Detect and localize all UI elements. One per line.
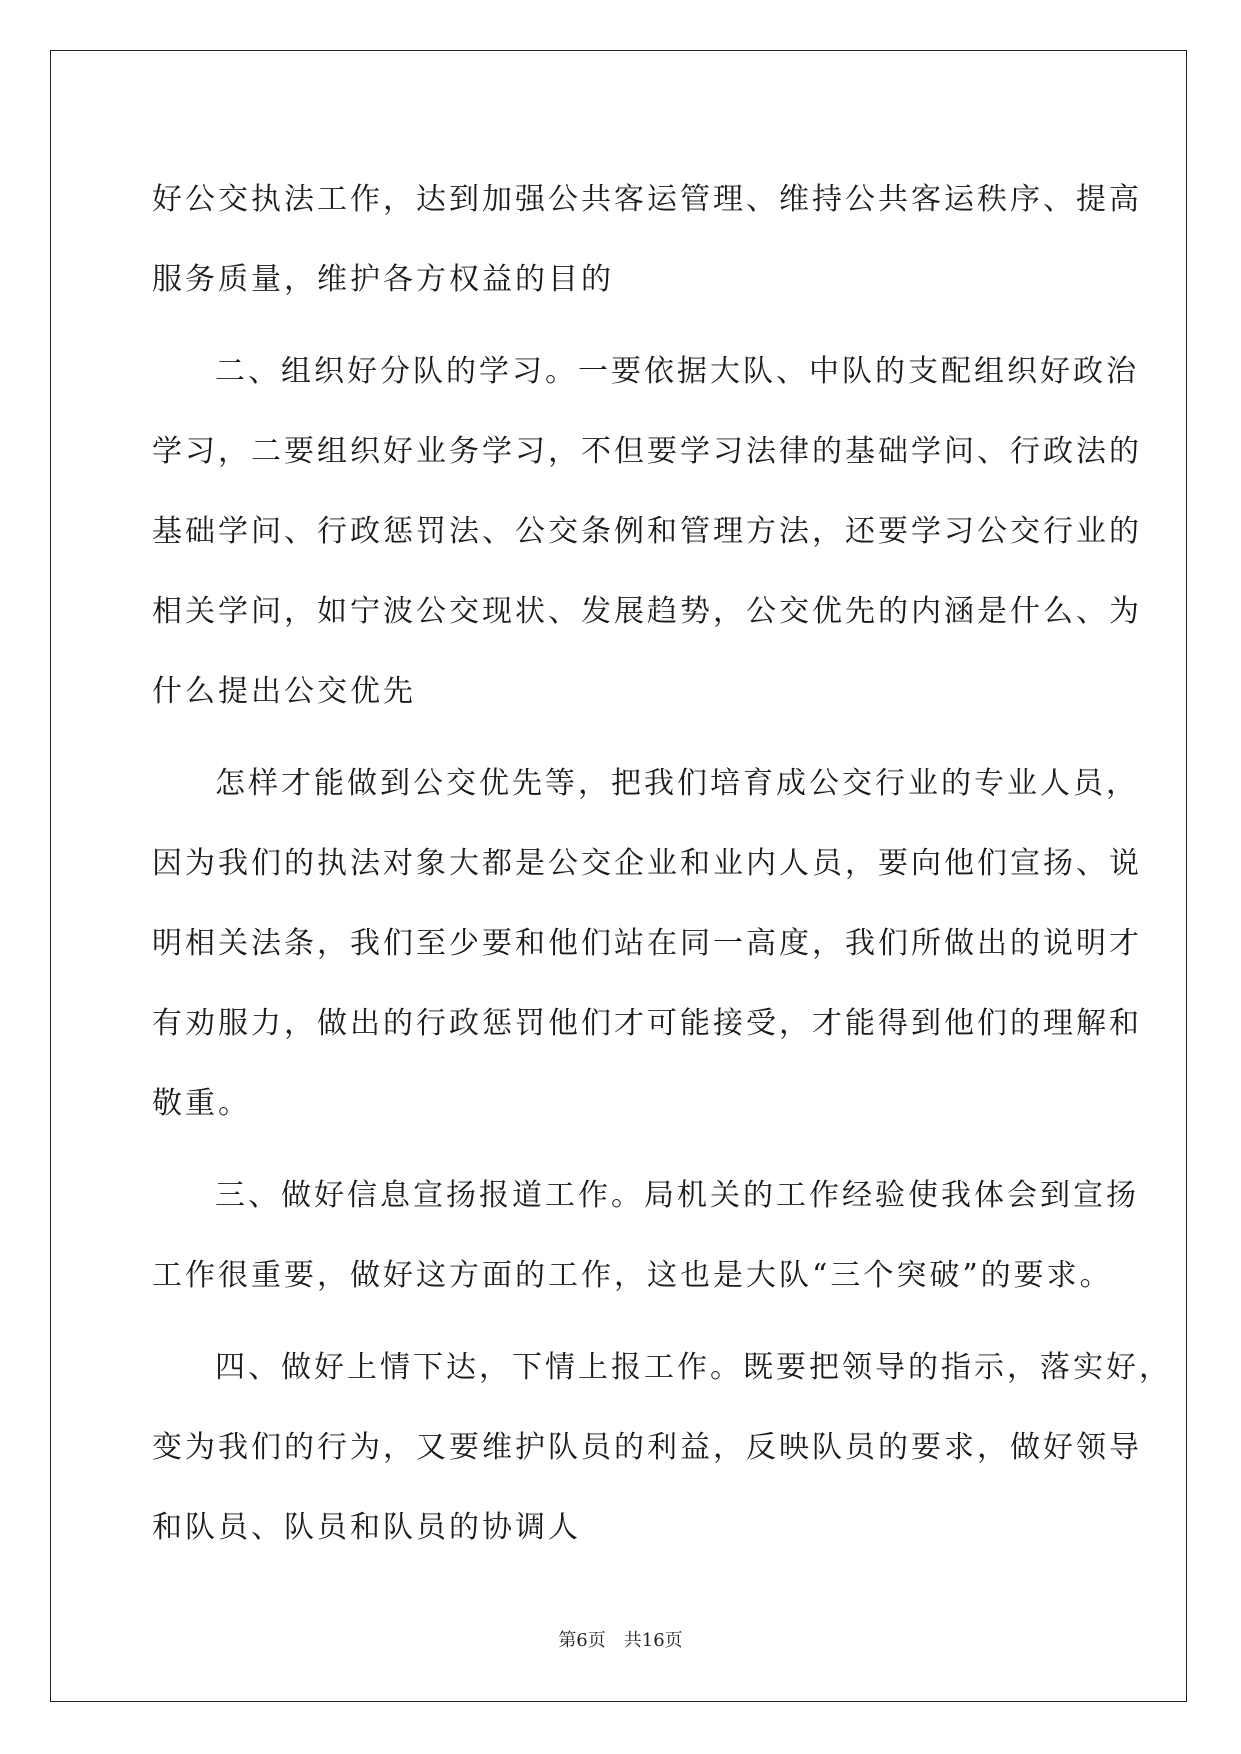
text-line: 和队员、队员和队员的协调人 <box>152 1510 581 1545</box>
text-line: 敬重。 <box>152 1086 251 1121</box>
text-line: 怎样才能做到公交优先等，把我们培育成公交行业的专业人员， <box>215 766 1139 801</box>
text-line: 学习，二要组织好业务学习，不但要学习法律的基础学问、行政法的 <box>152 434 1142 469</box>
paragraph <box>152 1156 1139 1316</box>
text-line: 什么提出公交优先 <box>152 674 416 709</box>
paragraph <box>152 744 1142 1144</box>
text-line: 工作很重要，做好这方面的工作，这也是大队“三个突破”的要求。 <box>152 1258 1113 1293</box>
page-number-footer: 第6页 共16页 <box>558 1630 683 1651</box>
paragraph <box>152 160 1142 320</box>
text-line: 相关学问，如宁波公交现状、发展趋势，公交优先的内涵是什么、为 <box>152 594 1142 629</box>
text-line: 变为我们的行为，又要维护队员的利益，反映队员的要求，做好领导 <box>152 1430 1142 1465</box>
text-line: 有劝服力，做出的行政惩罚他们才可能接受，才能得到他们的理解和 <box>152 1006 1142 1041</box>
text-line: 三、做好信息宣扬报道工作。局机关的工作经验使我体会到宣扬 <box>215 1178 1139 1213</box>
paragraph <box>152 1328 1172 1568</box>
text-line: 因为我们的执法对象大都是公交企业和业内人员，要向他们宣扬、说 <box>152 846 1142 881</box>
document-body <box>152 160 1172 1580</box>
text-line: 二、组织好分队的学习。一要依据大队、中队的支配组织好政治 <box>215 354 1139 389</box>
text-line: 服务质量，维护各方权益的目的 <box>152 262 614 297</box>
paragraph <box>152 332 1142 732</box>
text-line: 基础学问、行政惩罚法、公交条例和管理方法，还要学习公交行业的 <box>152 514 1142 549</box>
text-line: 明相关法条，我们至少要和他们站在同一高度，我们所做出的说明才 <box>152 926 1142 961</box>
text-line: 四、做好上情下达，下情上报工作。既要把领导的指示，落实好， <box>215 1350 1172 1385</box>
text-line: 好公交执法工作，达到加强公共客运管理、维持公共客运秩序、提高 <box>152 182 1142 217</box>
